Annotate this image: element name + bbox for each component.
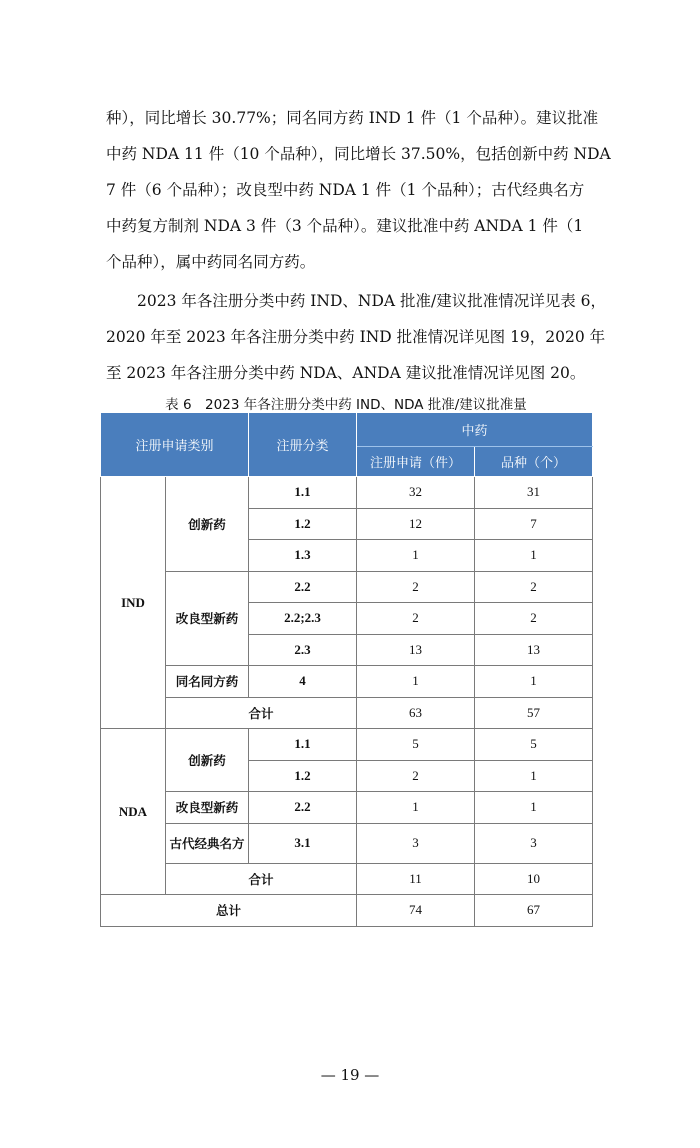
paragraph-line: 个品种），属中药同名同方药。 [106,253,316,271]
subcategory-cell: 创新药 [166,729,249,792]
varieties-cell: 3 [475,823,593,863]
paragraph-line: 2020 年至 2023 年各注册分类中药 IND 批准情况详见图 19，2020 年 [106,328,606,346]
subtotal-label: 合计 [166,863,357,895]
subtotal-label: 合计 [166,697,357,729]
paragraph-line: 7 件（6 个品种）；改良型中药 NDA 1 件（1 个品种）；古代经典名方 [106,181,585,199]
table-row [101,792,593,824]
class-cell: 3.1 [249,823,357,863]
varieties-cell: 1 [475,540,593,572]
header-class: 注册分类 [249,413,357,477]
table-caption: 表 6 2023 年各注册分类中药 IND、NDA 批准/建议批准量 [165,397,527,413]
varieties-cell: 2 [475,603,593,635]
paragraph-line: 种），同比增长 30.77%；同名同方药 IND 1 件（1 个品种）。建议批准 [106,109,599,127]
varieties-cell: 1 [475,760,593,792]
varieties-cell: 10 [475,863,593,895]
table-row [101,823,593,863]
applications-cell: 2 [357,760,475,792]
header-category: 注册申请类别 [101,413,249,477]
varieties-cell: 2 [475,571,593,603]
varieties-cell: 7 [475,508,593,540]
class-cell: 4 [249,666,357,698]
paragraph-2 [106,283,607,391]
applications-cell: 11 [357,863,475,895]
class-cell: 2.2 [249,792,357,824]
varieties-cell: 13 [475,634,593,666]
applications-cell: 5 [357,729,475,761]
approval-table [100,412,593,927]
subcategory-cell: 改良型新药 [166,792,249,824]
applications-cell: 3 [357,823,475,863]
total-row [101,895,593,927]
subcategory-cell: 改良型新药 [166,571,249,666]
varieties-cell: 1 [475,666,593,698]
varieties-cell: 5 [475,729,593,761]
class-cell: 1.3 [249,540,357,572]
class-cell: 2.2;2.3 [249,603,357,635]
applications-cell: 1 [357,540,475,572]
total-label: 总计 [101,895,357,927]
class-cell: 2.2 [249,571,357,603]
header-applications: 注册申请（件） [357,447,475,477]
applications-cell: 63 [357,697,475,729]
applications-cell: 32 [357,477,475,509]
header-varieties: 品种（个） [475,447,593,477]
class-cell: 1.2 [249,760,357,792]
class-cell: 1.1 [249,477,357,509]
paragraph-line: 中药复方制剂 NDA 3 件（3 个品种）。建议批准中药 ANDA 1 件（1 [106,217,584,235]
subcategory-cell: 古代经典名方 [166,823,249,863]
varieties-cell: 1 [475,792,593,824]
table-row [101,571,593,603]
table-row [101,666,593,698]
applications-cell: 74 [357,895,475,927]
table-header-row [101,413,593,447]
applications-cell: 13 [357,634,475,666]
subtotal-row [101,697,593,729]
page-number: — 19 — [320,1066,380,1084]
class-cell: 1.1 [249,729,357,761]
category-cell: NDA [101,729,166,895]
header-group: 中药 [357,413,593,447]
table-row [101,477,593,509]
paragraph-line: 至 2023 年各注册分类中药 NDA、ANDA 建议批准情况详见图 20。 [106,364,586,382]
paragraph-1 [106,100,611,280]
subcategory-cell: 同名同方药 [166,666,249,698]
applications-cell: 2 [357,603,475,635]
table-row [101,729,593,761]
varieties-cell: 67 [475,895,593,927]
paragraph-line: 中药 NDA 11 件（10 个品种），同比增长 37.50%，包括创新中药 NDA [106,145,611,163]
varieties-cell: 31 [475,477,593,509]
applications-cell: 1 [357,666,475,698]
class-cell: 1.2 [249,508,357,540]
applications-cell: 12 [357,508,475,540]
paragraph-line: 2023 年各注册分类中药 IND、NDA 批准/建议批准情况详见表 6， [137,292,607,310]
applications-cell: 2 [357,571,475,603]
varieties-cell: 57 [475,697,593,729]
applications-cell: 1 [357,792,475,824]
category-cell: IND [101,477,166,729]
class-cell: 2.3 [249,634,357,666]
subcategory-cell: 创新药 [166,477,249,572]
subtotal-row [101,863,593,895]
